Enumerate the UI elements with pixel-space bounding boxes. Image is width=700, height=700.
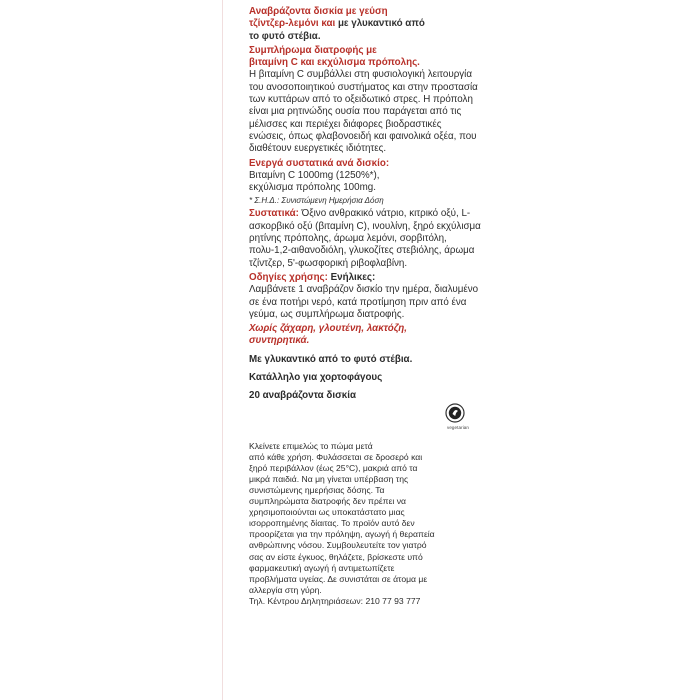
supplement-heading-line-1: Συμπλήρωμα διατροφής με — [249, 44, 377, 56]
tablet-count: 20 αναβράζοντα δισκία — [249, 390, 356, 402]
warning-line: ξηρό περιβάλλον (έως 25°C), μακριά από τα — [249, 462, 418, 473]
free-from-line-2: συντηρητικά. — [249, 335, 310, 347]
rda-footnote: * Σ.Η.Δ.: Συνιστώμενη Ημερήσια Δόση — [249, 196, 384, 206]
warning-line: φαρμακευτική αγωγή ή αντιμετωπίζετε — [249, 562, 395, 573]
warning-line: χρησιμοποιούνται ως υποκατάστατο μιας — [249, 507, 405, 518]
vegetarian-logo-row — [249, 407, 481, 429]
warning-line: προβλήματα υγείας. Δε συνιστάται σε άτομα με — [249, 573, 428, 584]
ingredients-list: Όξινο ανθρακικό νάτριο, κιτρικό οξύ, L-ασκορβικό οξύ (βιταμίνη C), ινουλίνη, ξηρό εκχύλισμα ρητίνης πρόπολης, άρωμα λεμόνι, σορβιτόλη, πολυ-1,2-αιθανοδιόλη, γλυκοζίτες στεβιόλης, άρωμα τζίντζερ, 5'-φωσφορική ριβοφλαβίνη. — [249, 208, 481, 269]
free-from-line-1: Χωρίς ζάχαρη, γλουτένη, λακτόζη, — [249, 323, 407, 335]
active-vitamin-c: Βιταμίνη C 1000mg (1250%*), — [249, 169, 380, 181]
free-from — [249, 323, 481, 348]
warnings-block — [249, 441, 449, 607]
directions-audience: Ενήλικες: — [327, 271, 376, 283]
warning-line: μικρά παιδιά. Να μη γίνεται υπέρβαση της — [249, 473, 409, 484]
label-content — [249, 6, 481, 607]
supplement-heading — [249, 45, 481, 70]
ingredients-label: Συστατικά: — [249, 208, 299, 220]
ingredients-text — [249, 208, 481, 269]
warning-line: ισορροπημένης δίαιτας. Το προϊόν αυτό δεν — [249, 518, 415, 529]
poison-center-phone: Τηλ. Κέντρου Δηλητηριάσεων: 210 77 93 777 — [249, 595, 421, 606]
warning-line: ανθρώπινης νόσου. Συμβουλευτείτε τον γιατρό — [249, 540, 427, 551]
active-ingredients — [249, 170, 481, 195]
supplement-heading-line-2: βιταμίνη C και εκχύλισμα πρόπολης. — [249, 57, 420, 69]
warning-line: σας αν είστε έγκυος, θηλάζετε, βρίσκεστε υπό — [249, 551, 423, 562]
warning-line: συνιστώμενης ημερήσιας δόσης. Τα — [249, 484, 385, 495]
vegetarian-logo-word: vegetarian — [446, 424, 469, 430]
warning-line: Κλείνετε επιμελώς το πώμα μετά — [249, 440, 373, 451]
warning-line: από κάθε χρήση. Φυλάσσεται σε δροσερό και — [249, 451, 423, 462]
intro-line-1: Αναβράζοντα δισκία με γεύση — [249, 6, 388, 17]
active-propolis: εκχύλισμα πρόπολης 100mg. — [249, 182, 376, 194]
active-heading: Ενεργά συστατικά ανά δισκίο: — [249, 157, 390, 169]
vegetarian-logo-icon — [445, 403, 465, 423]
panel-edge — [222, 0, 223, 700]
vegetarian-claim: Κατάλληλο για χορτοφάγους — [249, 372, 383, 384]
warning-line: συμπληρώματα διατροφής δεν πρέπει να — [249, 496, 406, 507]
intro-line-2-sweetener: με γλυκαντικό από — [335, 18, 425, 30]
directions-heading — [249, 272, 481, 284]
intro-text — [249, 6, 481, 43]
directions-text: Λαμβάνετε 1 αναβράζον δισκίο την ημέρα, διαλυμένο σε ένα ποτήρι νερό, κατά προτίμηση πριν από ένα γεύμα, ως συμπλήρωμα διατροφής. — [249, 284, 479, 320]
intro-line-3: το φυτό στέβια. — [249, 30, 321, 42]
directions-label: Οδηγίες χρήσης: — [249, 271, 328, 283]
warning-line: αλλεργία στη γύρη. — [249, 584, 322, 595]
intro-line-2-flavor: τζίντζερ-λεμόνι και — [249, 18, 336, 30]
supplement-body: Η βιταμίνη C συμβάλλει στη φυσιολογική λειτουργία του ανοσοποιητικού συστήματος και στην προστασία των κυττάρων από το οξειδωτικό στρες. Η πρόπολη είναι μια ρητινώδης ουσία που παράγεται από τις μέλισσες και περιέχει διάφορες βιοδραστικές ενώσεις, όπως φλαβονοειδή και φαινολικά οξέα, που διαθέτουν ευεργετικές ιδιότητες. — [249, 69, 478, 155]
warning-line: προορίζεται για την πρόληψη, αγωγή ή θεραπεία — [249, 529, 435, 540]
stevia-claim: Με γλυκαντικό από το φυτό στέβια. — [249, 353, 413, 365]
